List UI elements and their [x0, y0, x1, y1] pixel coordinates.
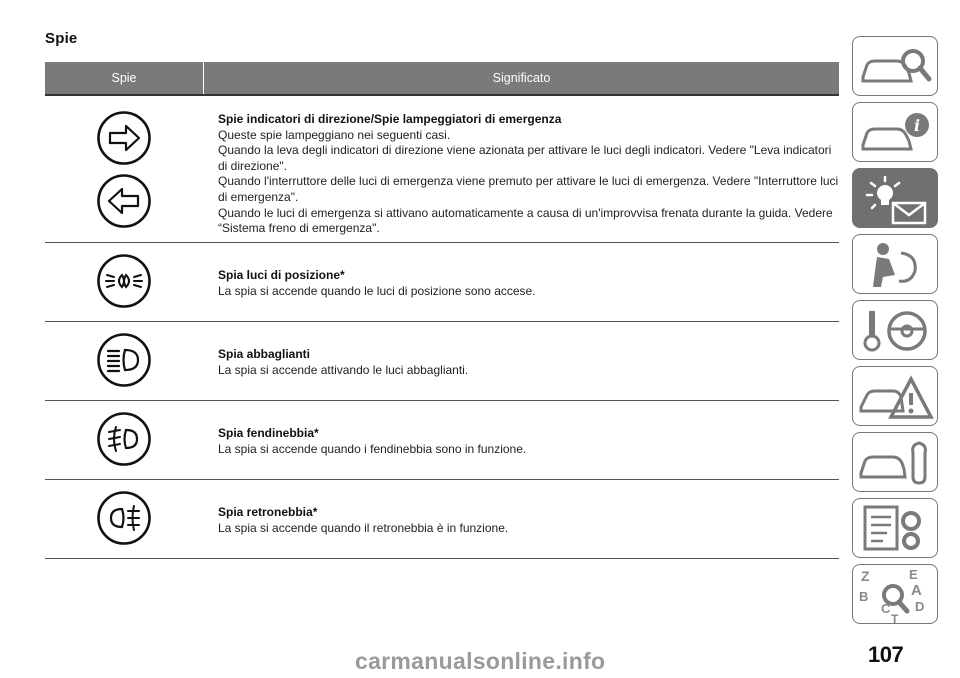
table-row-front-fog: [45, 401, 839, 480]
row-text-line: Queste spie lampeggiano nei seguenti casi.: [218, 127, 451, 142]
table-row-position-lights: [45, 243, 839, 322]
car-search-icon: [853, 37, 939, 97]
tab-index[interactable]: [852, 564, 938, 624]
car-wrench-icon: [853, 433, 939, 493]
row-title: Spia luci di posizione*: [218, 268, 345, 282]
row-description: [218, 268, 839, 299]
tab-emergency[interactable]: [852, 366, 938, 426]
tab-maintenance[interactable]: [852, 432, 938, 492]
car-info-icon: [853, 103, 939, 163]
index-letter: T: [891, 612, 899, 625]
turn-signal-left-icon: [96, 173, 152, 229]
table-row-rear-fog: [45, 480, 839, 559]
position-lights-icon: [96, 253, 152, 309]
row-title: Spia abbaglianti: [218, 347, 311, 361]
index-letter: A: [911, 582, 922, 599]
tab-car-info[interactable]: [852, 102, 938, 162]
row-description: [218, 347, 839, 378]
turn-signal-right-icon: [96, 110, 152, 166]
index-letter: E: [909, 567, 918, 582]
warning-light-message-icon: [853, 169, 939, 229]
rear-fog-light-icon: [96, 490, 152, 546]
row-description: [218, 505, 839, 536]
column-header-significato: Significato: [492, 71, 551, 85]
page-number: 107: [868, 642, 904, 667]
row-text-line: Quando le luci di emergenza si attivano automaticamente a causa di un'improvvisa frenata durante la guida. Vedere “Sistema freno di emergenza".: [218, 205, 833, 236]
specs-gear-icon: [853, 499, 939, 559]
tab-car-search[interactable]: [852, 36, 938, 96]
row-text-line: Quando la leva degli indicatori di direzione viene azionata per attivare le luci degli indicatori. Vedere "Leva indicatori di direzione".: [218, 143, 832, 173]
row-title: Spia fendinebbia*: [218, 426, 319, 440]
index-letter: C: [881, 601, 891, 616]
key-steering-wheel-icon: [853, 301, 939, 361]
row-description: [218, 112, 839, 237]
row-text-line: La spia si accende quando il retronebbia è in funzione.: [218, 520, 509, 535]
airbag-person-icon: [853, 235, 939, 295]
tab-technical-data[interactable]: [852, 498, 938, 558]
index-letter: D: [915, 599, 925, 614]
row-text-line: Quando l'interruttore delle luci di emergenza viene premuto per attivare le luci di emergenza. Vedere "Interruttore luci di emergenza".: [218, 174, 839, 204]
index-letter: B: [859, 589, 869, 604]
index-letter: Z: [861, 568, 870, 584]
watermark: carmanualsonline.info: [355, 648, 606, 674]
row-description: [218, 426, 839, 457]
row-text-line: La spia si accende attivando le luci abbaglianti.: [218, 362, 469, 377]
row-title: Spie indicatori di direzione/Spie lampeggiatori di emergenza: [218, 112, 562, 126]
page-title: Spie: [45, 30, 78, 47]
svg-text:i: i: [913, 116, 921, 135]
table-header: [45, 62, 839, 94]
row-text-line: La spia si accende quando le luci di posizione sono accese.: [218, 283, 536, 298]
car-warning-triangle-icon: [853, 367, 939, 427]
tab-starting-driving[interactable]: [852, 300, 938, 360]
front-fog-lights-icon: [96, 411, 152, 467]
tab-safety[interactable]: [852, 234, 938, 294]
table-row-high-beam: [45, 322, 839, 401]
index-search-icon: [853, 565, 939, 625]
high-beam-icon: [96, 332, 152, 388]
row-text-line: La spia si accende quando i fendinebbia sono in funzione.: [218, 441, 527, 456]
table-row-turn-signals: [45, 96, 839, 243]
row-title: Spia retronebbia*: [218, 505, 318, 519]
column-header-spie: Spie: [111, 71, 137, 85]
tab-warning-lights[interactable]: [852, 168, 938, 228]
